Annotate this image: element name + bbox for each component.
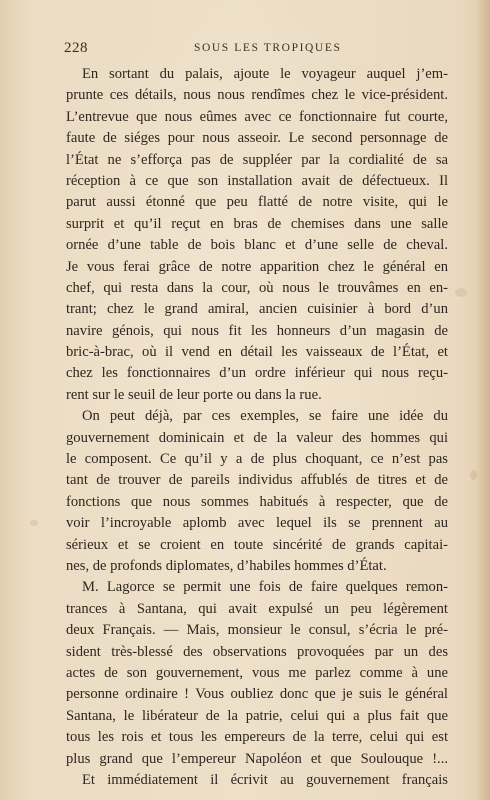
text-line: prunte ces détails, nous nous rendîmes chez le vice-président. bbox=[66, 87, 448, 104]
text-line: L’entrevue que nous eûmes avec ce fonctionnaire fut courte, bbox=[66, 108, 448, 125]
text-line: rent sur le seuil de leur porte ou dans la rue. bbox=[66, 386, 322, 403]
text-line: sident très-blessé des observations provoquées par un des bbox=[66, 643, 448, 660]
text-line: personne ordinaire ! Vous oubliez donc que je suis le général bbox=[66, 686, 448, 703]
page-edge-shadow bbox=[476, 0, 490, 800]
body-text bbox=[66, 64, 448, 791]
page-header bbox=[64, 40, 448, 60]
text-line: gouvernement dominicain et de la valeur des hommes qui bbox=[66, 429, 448, 446]
text-line: navire génois, qui nous fit les honneurs d’un magasin de bbox=[66, 322, 448, 339]
text-line: chez les fonctionnaires d’un ordre inférieur qui nous reçu- bbox=[66, 365, 448, 382]
text-line: faute de siéges pour nous asseoir. Le second personnage de bbox=[66, 130, 448, 147]
text-line: sérieux et se croient en toute sincérité de grands capitai- bbox=[66, 536, 448, 553]
text-line: le composent. Ce qu’il y a de plus choquant, ce n’est pas bbox=[66, 451, 448, 468]
text-line: trances à Santana, qui avait expulsé un peu légèrement bbox=[66, 600, 448, 617]
page-number: 228 bbox=[64, 40, 88, 56]
paper-stain bbox=[470, 470, 477, 480]
paper-stain bbox=[455, 288, 467, 297]
text-line: réception à ce que son installation avait de défectueux. Il bbox=[66, 172, 448, 189]
text-line: bric-à-brac, où il vend en détail les vaisseaux de l’État, et bbox=[66, 344, 448, 361]
text-line: chef, qui resta dans la cour, où nous le trouvâmes en en- bbox=[66, 279, 448, 296]
text-line: M. Lagorce se permit une fois de faire quelques remon- bbox=[82, 579, 448, 596]
text-line: surprit et qu’il reçut en bras de chemises dans une salle bbox=[66, 215, 448, 232]
text-line: actes de son gouvernement, vous me parlez comme à une bbox=[66, 664, 448, 681]
running-title: SOUS LES TROPIQUES bbox=[194, 42, 342, 54]
paper-stain bbox=[30, 520, 38, 526]
text-line: Et immédiatement il écrivit au gouvernement français bbox=[82, 771, 448, 788]
text-line: nes, de profonds diplomates, d’habiles hommes d’État. bbox=[66, 557, 387, 574]
text-line: fonctions que nous sommes habitués à respecter, que de bbox=[66, 493, 448, 510]
text-line: l’État ne s’efforça pas de suppléer par la cordialité de sa bbox=[66, 151, 448, 168]
text-line: deux Français. — Mais, monsieur le consul, s’écria le pré- bbox=[66, 622, 448, 639]
text-line: Je vous ferai grâce de notre apparition chez le général en bbox=[66, 258, 448, 275]
text-line: parut aussi étonné que peu flatté de notre visite, qui le bbox=[66, 194, 448, 211]
text-line: trant; chez le grand amiral, ancien cuisinier à bord d’un bbox=[66, 301, 448, 318]
text-line: tous les rois et tous les empereurs de la terre, celui qui est bbox=[66, 729, 448, 746]
text-line: voir l’incroyable aplomb avec lequel ils se prennent au bbox=[66, 515, 448, 532]
text-line: En sortant du palais, ajoute le voyageur auquel j’em- bbox=[82, 66, 448, 82]
text-line: tant de trouver de pareils individus affublés de titres et de bbox=[66, 472, 448, 489]
text-line: plus grand que l’empereur Napoléon et que Soulouque !... bbox=[66, 750, 448, 767]
text-line: On peut déjà, par ces exemples, se faire une idée du bbox=[82, 408, 448, 425]
text-line: ornée d’une table de bois blanc et d’une selle de cheval. bbox=[66, 237, 448, 254]
text-line: Santana, le libérateur de la patrie, celui qui a plus fait que bbox=[66, 707, 448, 724]
